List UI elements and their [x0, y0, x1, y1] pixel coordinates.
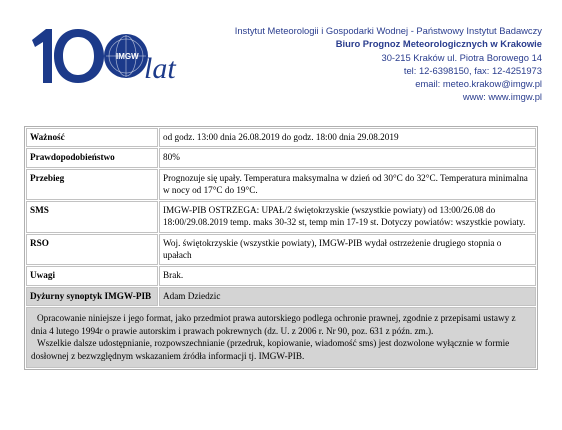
row-label: Uwagi — [26, 266, 158, 285]
table-row — [26, 234, 536, 266]
table-row — [26, 266, 536, 285]
table-row — [26, 169, 536, 201]
table-row — [26, 148, 536, 167]
office-name: Biuro Prognoz Meteorologicznych w Krakowie — [335, 38, 542, 50]
copyright-notice — [26, 307, 536, 368]
row-value: Prognozuje się upały. Temperatura maksymalna w dzień od 30°C do 32°C. Temperatura minimalna w nocy od 17°C do 19°C. — [159, 169, 536, 201]
office-phone: tel: 12-6398150, fax: 12-4251973 — [403, 64, 542, 76]
row-value: Woj. świętokrzyskie (wszystkie powiaty), IMGW-PIB wydał ostrzeżenie drugiego stopnia o upałach — [159, 234, 536, 266]
row-value: Adam Dziedzic — [159, 287, 536, 306]
row-value: IMGW-PIB OSTRZEGA: UPAŁ/2 świętokrzyskie (wszystkie powiaty) od 13:00/26.08 do 18:00/29.08.2019 temp. maks 30-32 st, temp min 17-19 st. Dotyczy powiatów: wszystkie powiaty. — [159, 201, 536, 233]
row-value: Brak. — [159, 266, 536, 285]
table-row — [26, 287, 536, 306]
table-row — [26, 128, 536, 147]
office-address: 30-215 Kraków ul. Piotra Borowego 14 — [381, 51, 542, 63]
imgw-100-lat-logo — [30, 20, 180, 92]
redistribution-paragraph: Wszelkie dalsze udostępnianie, rozpowszechnianie (przedruk, kopiowanie, wiadomość sms) jest dozwolone wyłącznie w formie dosłownej z bezwzględnym wskazaniem źródła informacji tj. IMGW-PIB. — [31, 338, 510, 361]
logo-digit-zero — [54, 29, 104, 83]
footer-row — [26, 307, 536, 368]
row-label: Prawdopodobieństwo — [26, 148, 158, 167]
office-email[interactable]: email: meteo.krakow@imgw.pl — [415, 78, 542, 90]
institute-name: Instytut Meteorologii i Gospodarki Wodnej - Państwowy Instytut Badawczy — [234, 25, 542, 36]
row-value: 80% — [159, 148, 536, 167]
row-label: RSO — [26, 234, 158, 266]
logo-lat-text: lat — [144, 52, 176, 85]
row-label: SMS — [26, 201, 158, 233]
office-website[interactable]: www: www.imgw.pl — [462, 91, 542, 103]
row-label: Przebieg — [26, 169, 158, 201]
logo-digit-one — [32, 29, 52, 83]
row-label: Dyżurny synoptyk IMGW-PIB — [26, 287, 158, 306]
institute-header — [212, 24, 542, 104]
copyright-paragraph: Opracowanie niniejsze i jego format, jako przedmiot prawa autorskiego podlega ochronie prawnej, zgodnie z przepisami ustawy z dnia 4 lutego 1994r o prawie autorskim i prawach pokrewnych (dz. U. z 2006 r. Nr 90, poz. 631 z późn. zm.). — [31, 312, 516, 336]
imgw-globe-icon — [104, 34, 148, 78]
row-value: od godz. 13:00 dnia 26.08.2019 do godz. 18:00 dnia 29.08.2019 — [159, 128, 536, 147]
warning-table — [24, 126, 538, 370]
row-label: Ważność — [26, 128, 158, 147]
imgw-mark-text: IMGW — [116, 52, 139, 61]
table-row — [26, 201, 536, 233]
